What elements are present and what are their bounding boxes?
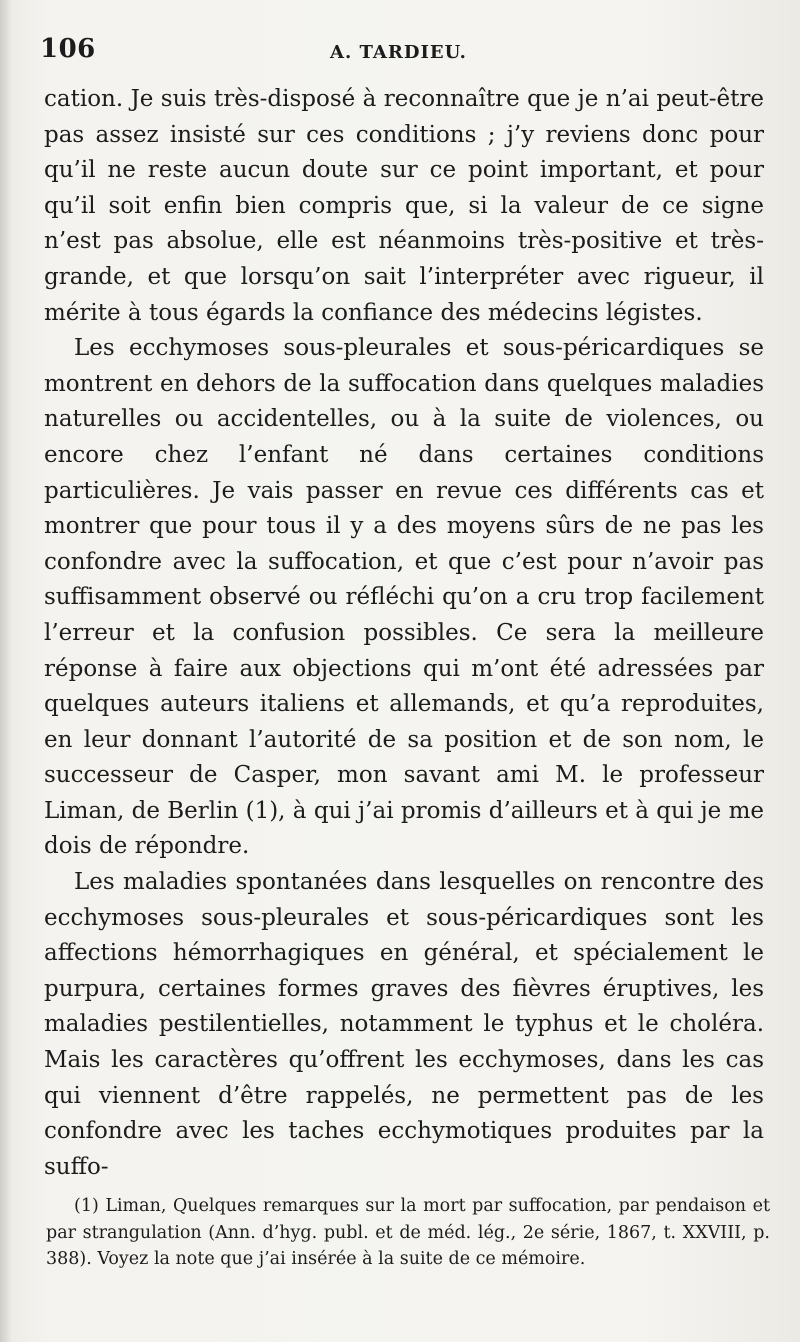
page-gutter-shadow — [0, 0, 12, 1342]
paragraph-3: Les maladies spontanées dans lesquelles on rencontre des ecchymoses sous-pleurales et sous-péricardiques sont les affections hémorrhagiques en général, et spécialement le purpura, certaines formes graves des fièvres éruptives, les maladies pestilentielles, notamment le typhus et le choléra. Mais les caractères qu’offrent les ecchymoses, dans les cas qui viennent d’être rappelés, ne permettent pas de les confondre avec les taches ecchymotiques produites par la suffo- — [44, 869, 764, 1180]
paragraph-2: Les ecchymoses sous-pleurales et sous-péricardiques se montrent en dehors de la suffocation dans quelques maladies naturelles ou accidentelles, ou à la suite de violences, ou encore chez l’enfant né dans certaines conditions particulières. Je vais passer en revue ces différents cas et montrer que pour tous il y a des moyens sûrs de ne pas les confondre avec la suffocation, et que c’est pour n’avoir pas suffisamment observé ou réfléchi qu’on a cru trop facilement l’erreur et la confusion possibles. Ce sera la meilleure réponse à faire aux objections qui m’ont été adressées par quelques auteurs italiens et allemands, et qu’a reproduites, en leur donnant l’autorité de sa position et de son nom, le successeur de Casper, mon savant ami M. le professeur Liman, de Berlin (1), à qui j’ai promis d’ailleurs et à qui je me dois de répondre. — [44, 335, 764, 860]
running-head: A. TARDIEU. — [330, 42, 467, 63]
main-text — [44, 82, 764, 1185]
paragraph-1: cation. Je suis très-disposé à reconnaître que je n’ai peut-être pas assez insisté sur ces conditions ; j’y reviens donc pour qu’il ne reste aucun doute sur ce point important, et pour qu’il soit enfin bien compris que, si la valeur de ce signe n’est pas absolue, elle est néanmoins très-positive et très-grande, et que lorsqu’on sait l’interpréter avec rigueur, il mérite à tous égards la confiance des médecins légistes. — [44, 86, 764, 326]
page-number: 106 — [40, 34, 96, 64]
footnotes — [46, 1193, 770, 1273]
footnote-1: (1) Liman, Quelques remarques sur la mort par suffocation, par pendaison et par strangulation (Ann. d’hyg. publ. et de méd. lég., 2e série, 1867, t. XXVIII, p. 388). Voyez la note que j’ai insérée à la suite de ce mémoire. — [46, 1196, 770, 1269]
page-header — [40, 34, 770, 74]
